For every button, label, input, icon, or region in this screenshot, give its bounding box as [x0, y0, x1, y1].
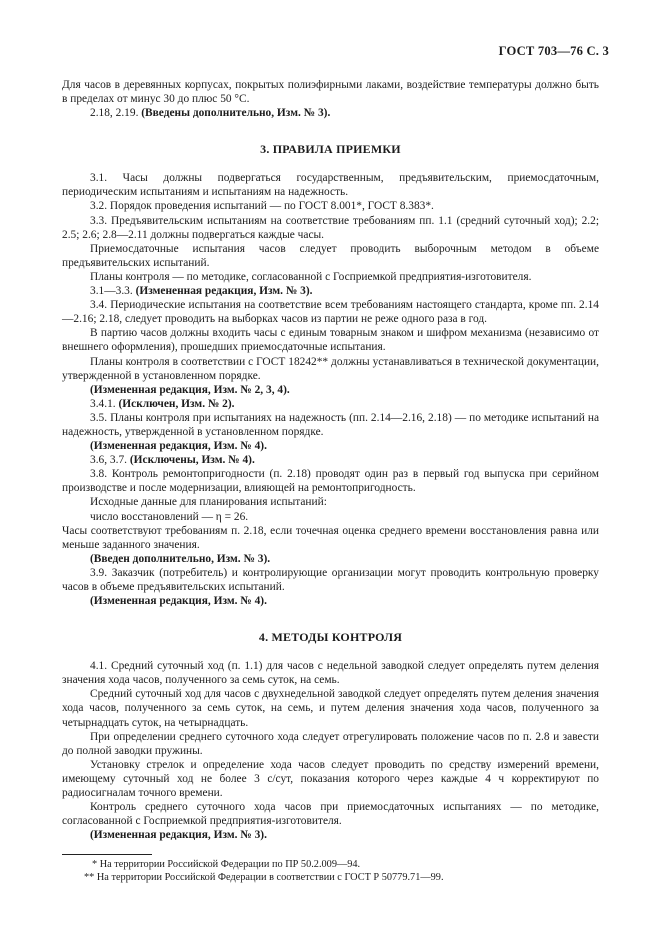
paragraph	[62, 687, 599, 729]
paragraph-text: 3.9. Заказчик (потребитель) и контролирующие организации могут проводить контрольную проверку часов в объеме предъявительских испытаний.	[62, 566, 599, 593]
paragraph-text: Планы контроля в соответствии с ГОСТ 18242** должны устанавливаться в технической документации, утвержденной в установленном порядке.	[62, 355, 599, 382]
paragraph	[62, 453, 599, 467]
paragraph-text: Планы контроля — по методике, согласованной с Госприемкой предприятия-изготовителя.	[90, 270, 532, 283]
paragraph	[62, 524, 599, 552]
paragraph	[62, 800, 599, 828]
amendment-number: 2.18, 2.19.	[90, 107, 142, 120]
paragraph-text: 3.5. Планы контроля при испытаниях на надежность (пп. 2.14—2.16, 2.18) — по методике испытаний на надежность, утвержденной в установленном порядке.	[62, 411, 599, 438]
paragraph	[62, 242, 599, 270]
section-4-title: 4. МЕТОДЫ КОНТРОЛЯ	[258, 630, 403, 645]
paragraph	[62, 730, 599, 758]
paragraph-text: В партию часов должны входить часы с единым товарным знаком и шифром механизма (независимо от внешнего оформления), прошедших приемосдаточные испытания.	[62, 327, 599, 354]
footnote-1: * На территории Российской Федерации по ПР 50.2.009—94.	[92, 859, 361, 871]
paragraph-text: 3.8. Контроль ремонтопригодности (п. 2.18) проводят один раз в первый год выпуска при серийном производстве и после модернизации, влияющей на ремонтопригодность.	[62, 468, 599, 495]
amendment-note: (Введены дополнительно, Изм. № 3).	[141, 107, 331, 120]
running-header: ГОСТ 703—76 С. 3	[498, 44, 609, 58]
paragraph	[62, 397, 599, 411]
paragraph	[62, 326, 599, 354]
paragraph-text: Приемосдаточные испытания часов следует проводить выборочным методом в объеме предъявительских испытаний.	[62, 242, 599, 269]
paragraph	[62, 214, 599, 242]
page-body	[62, 78, 599, 885]
paragraph-text: Часы соответствуют требованиям п. 2.18, если точечная оценка среднего времени восстановления равна или меньше заданного значения.	[62, 524, 599, 551]
paragraph-text: Исходные данные для планирования испытаний:	[90, 496, 327, 509]
paragraph-text: 3.1. Часы должны подвергаться государственным, предъявительским, приемосдаточным, периодическим испытаниям и испытаниям на надежность.	[62, 172, 599, 199]
paragraph	[62, 298, 599, 326]
paragraph-text: 3.4.1.	[90, 397, 119, 410]
paragraph	[62, 758, 599, 800]
paragraph	[62, 659, 599, 687]
paragraph-text: 4.1. Средний суточный ход (п. 1.1) для часов с недельной заводкой следует определять путем деления значения хода часов, полученного за семь суток, на семь.	[62, 660, 599, 687]
paragraph-text: 3.1—3.3.	[90, 285, 136, 298]
paragraph-text: 3.3. Предъявительским испытаниям на соответствие требованиям пп. 1.1 (средний суточный ход); 2.2; 2.5; 2.6; 2.8—2.11 должны подвергаться каждые часы.	[62, 214, 599, 241]
amendment-note: (Исключены, Изм. № 4).	[129, 454, 255, 467]
paragraph	[62, 411, 599, 439]
paragraph	[62, 552, 599, 566]
paragraph	[62, 284, 599, 298]
paragraph	[62, 355, 599, 383]
paragraph-text: 3.6, 3.7.	[90, 454, 130, 467]
amendment-note: (Измененная редакция, Изм. № 3).	[90, 829, 267, 842]
paragraph	[62, 467, 599, 495]
amendment-note: (Измененная редакция, Изм. № 4).	[90, 440, 267, 453]
amendment-note: (Измененная редакция, Изм. № 4).	[90, 595, 267, 608]
paragraph	[62, 383, 599, 397]
footnote-divider	[62, 854, 152, 855]
amendment-note: (Измененная редакция, Изм. № 3).	[135, 285, 313, 298]
paragraph-text: При определении среднего суточного хода следует отрегулировать положение часов по п. 2.8 и завести до полной заводки пружины.	[62, 730, 599, 757]
amendment-note: (Исключен, Изм. № 2).	[118, 397, 235, 410]
paragraph	[62, 439, 599, 453]
section-3-title: 3. ПРАВИЛА ПРИЕМКИ	[260, 142, 401, 157]
paragraph	[62, 828, 599, 842]
footnote-2: ** На территории Российской Федерации в соответствии с ГОСТ Р 50779.71—99.	[84, 872, 444, 883]
paragraph	[62, 495, 599, 509]
paragraph	[62, 594, 599, 608]
paragraph	[62, 510, 599, 524]
amendment-note: (Введен дополнительно, Изм. № 3).	[90, 552, 271, 565]
paragraph-text: Контроль среднего суточного хода часов при приемосдаточных испытаниях — по методике, согласованной с Госприемкой предприятия-изготовителя.	[62, 801, 599, 828]
paragraph	[62, 171, 599, 199]
section-4-body	[62, 659, 599, 842]
paragraph-text: число восстановлений — η = 26.	[90, 510, 249, 523]
section-3-body	[62, 171, 599, 608]
paragraph	[62, 566, 599, 594]
paragraph	[62, 199, 599, 213]
intro-amendment	[62, 106, 599, 120]
amendment-note: (Измененная редакция, Изм. № 2, 3, 4).	[90, 383, 290, 396]
paragraph-text: 3.2. Порядок проведения испытаний — по ГОСТ 8.001*, ГОСТ 8.383*.	[90, 200, 434, 213]
intro-paragraph: Для часов в деревянных корпусах, покрытых полиэфирными лаками, воздействие температуры должно быть в пределах от минус 30 до плюс 50 °С.	[62, 79, 599, 106]
paragraph-text: 3.4. Периодические испытания на соответствие всем требованиям настоящего стандарта, кроме пп. 2.14—2.16; 2.18, следует проводить на выборках часов из партии не реже одного раза в год.	[62, 299, 599, 326]
paragraph	[62, 270, 599, 284]
paragraph-text: Установку стрелок и определение хода часов следует проводить по средству измерений времени, имеющему суточный ход не более 3 с/сут, показания которого через каждые 4 ч корректируют по радиосигналам точного времени.	[62, 758, 599, 800]
paragraph-text: Средний суточный ход для часов с двухнедельной заводкой следует определять путем деления значения хода часов, полученного за семь суток, на семь, и путем деления значения хода часов, полученного за четырнадцать суток, на четырнадцать.	[62, 688, 599, 729]
